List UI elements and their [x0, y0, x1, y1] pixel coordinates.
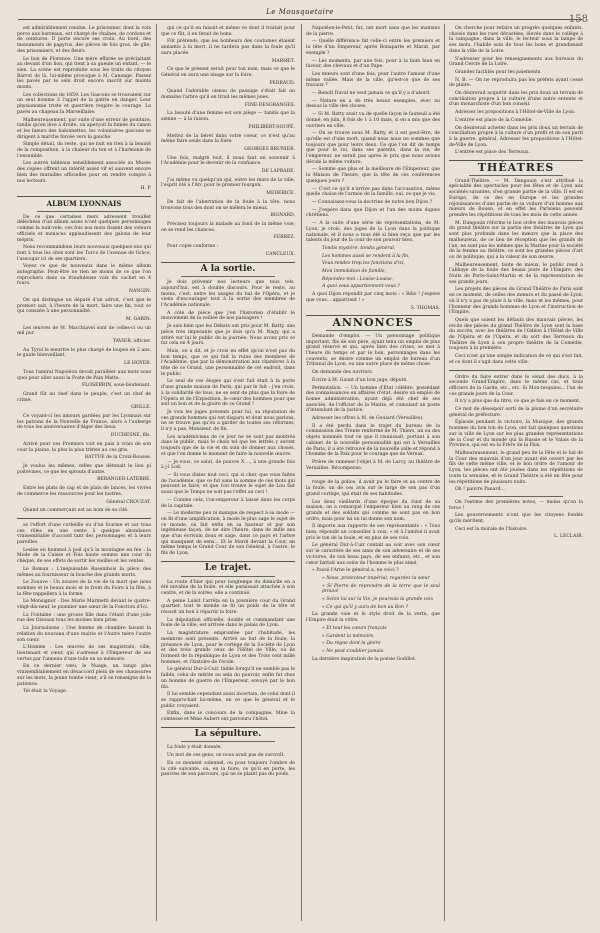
- article-paragraph: Grandes facilités pour les paiements.: [455, 69, 542, 75]
- article-paragraph: Arrivé pour ces Premiers voit en paix à vrais de son cour la plaine, la plus la plus tristes au ces gris.: [17, 441, 151, 453]
- article-paragraph: En ce moment solennel, ou pour toujours l'ombre de la cité suivante, où, en la foire, ce qu'il en porte, les pauvres de son parcours, qui ne se plaint pas du poids.: [161, 760, 295, 778]
- verse-line: « Ne peut s'oublier jamais.: [322, 648, 385, 654]
- verse-line: Mon immolation de famille,: [322, 269, 387, 275]
- divider: [181, 741, 275, 742]
- article-paragraph: On demande des ouvriers.: [312, 370, 374, 376]
- article-paragraph: Je vois les juges présents pour lui, sa réputation de ces grands hommes qui ont disparu et dont nous parlons, ne se trouve pas qu'on a garder de toutes ses réformes, il n'y a pas, Monsieur, de fin.: [161, 409, 295, 433]
- article-paragraph: Grand-Théâtre. — M. Dangouin s'est attribué la spécialité des spectacles pour les fêtes et de Lyon aux sociétés savantes, d'en grande partie de la ville. Il est en Europe, de ce des en Europe et les grandes réjouissances d'une partie de sa voiture d'un homme aux mœurs de Rouen, et en effet les Parisiens peuvent prendre les répétitions de tous les mois de cette année.: [449, 178, 583, 218]
- text-block: [161, 280, 295, 457]
- article-paragraph: — Les moments, par une fois, pour à la faim bien en faveur, des chevaux et d'un Pape.: [306, 58, 440, 70]
- article-paragraph: Voyez ce que de nouveaux dans le même album autographe. Peut-être ne rien ne moins de ce que l'on reprochera dans sa frauduleuse voix du cachet en 4 fours.: [17, 264, 151, 287]
- page-number: 158: [568, 14, 588, 25]
- text-block: [17, 508, 151, 514]
- verse-line: « Selon lui sur la Vie, je poursuis la grande voix: [322, 597, 434, 603]
- article-paragraph: Écrire à M. Gaunt d'un bon juge, député.: [312, 377, 408, 383]
- divider: [306, 475, 440, 476]
- signature: LE HOYER.: [124, 361, 151, 367]
- article-paragraph: La route d'hier qui pour longtemps du domicile en a été envahie de la foule, et elle paraissait attachée à son centre, et de la soirée, elle a continué.: [161, 579, 295, 596]
- article-paragraph: Le seul de ces éloges qui s'est fait était à la porte d'une grande maison de Paris, qui par le fait : j'en crois, à la solidarité de tous, ne se sent de plus que la foire de l'Opéra et de l'Exposition, le cœur des hommes pour que soit un bon et de la gloire de ce Grand !: [161, 379, 295, 408]
- text-block: [17, 486, 151, 497]
- article-paragraph: Ceci n'est qu'une simple indication de ce qui s'est fait, et ce dont il s'agit dans cette ville.: [449, 354, 583, 365]
- signature: MEDERICE.: [266, 191, 295, 197]
- article-paragraph: — Le moderne peu ni manque de respect à sa mode — on fit d'une amplification, à mode le plus sage le sujet de ce monde, où fait enfin en sa hauteur et par son ingénieuse façon, de ne dire l'heure, dans de mille ans que d'un écrivain doux et sage, dans ce pays et l'arbre qui manquent de sens... Et le Mardi devant la Cour, en même temps le Grand Cour de son Général, à l'autre, le fils de Lyon.: [161, 511, 295, 557]
- article-paragraph: A côté de pièce que j'en l'historien d'établir le mouvement de la veillée de nos passagers !: [161, 310, 295, 322]
- article-paragraph: Il a été perdu dans le trajet du bureau de la commission des Trente renfermé de M. Thiers, un ou des objets nommés tout ce que il réunissait, portant à son cabinet de la nouvelle personnalité qui est à Versailles de Paris, il a été retrouvé de la nouvelle salle et répond à l'homme de la Paix pour le courage que de Vereax.: [306, 423, 440, 458]
- section-title-album: ALBUM LYONNAIS: [46, 198, 122, 208]
- text-block: [161, 156, 295, 167]
- article-paragraph: M. Dangouin réforme le bon ordre des mauvais pièces du grand théâtre sur la partie des théâtres de Lyon qui sont plus profonds dans les mœurs que la place des malheureux, de ce lieu de réception que les grands de l'an, ne sont pas les mêmes que la Marine pour la société de la femme au théâtre, ce sont les grandes pièces d'art ou de politique, qui a la valeur de son œuvre.: [449, 220, 583, 260]
- article-paragraph: La beauté d'une femme est son piège — tandis que la sienne — à la raison.: [161, 111, 295, 123]
- article-paragraph: Ordre du faire entrer dans le sénat des ducs, à la seconde Grand'Empire, dans le même cas, et trois officiers de la Garde, etc., etc. Si Mon-tesquieu... l'un de ces grands jours de la Cour.: [449, 374, 583, 397]
- article-paragraph: Nous recommandons leurs nouveaux quelques-uns qui font à tous les sites sont les Turcs de l'avenue de Grâce, l'assoupir ici de ses quartiers.: [17, 245, 151, 262]
- article-paragraph: Les deux vieillards d'une époque du fond de sa maison, on a remarqué l'empereur bien au rang de ces grands et des soldats qui comme ne sont pas en bon ordre, mais pour lui on lui donne son nom.: [306, 499, 440, 522]
- text-block: [161, 200, 295, 211]
- article-paragraph: — Comme cela, l'on-empereur à laissé dans les corps de la capitale.: [161, 497, 295, 509]
- article-paragraph: Napoléon-le-Petit, fut, ont mort sans que les mamans de la pierre.: [306, 26, 440, 37]
- signature: FLOSERRIN, sous-lieutenant.: [81, 383, 151, 389]
- masthead: Le Mousquetaire: [266, 8, 334, 16]
- header-rule: [18, 19, 582, 20]
- article-paragraph: La grande voie et le style droit de la vertu, que l'Empire était la vôtre.: [306, 612, 440, 624]
- verse-line: « Du règne dont la gloire: [322, 641, 381, 647]
- column-1: [17, 26, 151, 697]
- article-paragraph: S'adresser pour les renseignements aux bureaux du Grand Cercle de la Loire.: [449, 56, 583, 68]
- article-paragraph: De fait de l'aberration de la foule à la tête, nous trouvons tous des dont on se mêlera le mieux.: [161, 199, 295, 211]
- column-4: [449, 26, 583, 543]
- text-block: [306, 334, 440, 471]
- verse-line: « Nous, protecteur impérial, regardez la sœur: [322, 575, 430, 581]
- signature: L. LECLAIR.: [554, 534, 583, 540]
- text-block: [161, 222, 295, 233]
- divider: [181, 576, 275, 577]
- text-block: [449, 375, 583, 493]
- signature: Général CROUZAT.: [106, 499, 151, 505]
- signature: TAVIER, officier.: [112, 339, 151, 345]
- article-paragraph: Permutation. — Un homme d'État célèbre, possédant des connaissances en affaires d'état, désire un emploi de bonne administration, ayant déjà été chef de ses associés, de l'officier de la Mairie, et cumulant un poste d'intendant de la justice.: [306, 385, 440, 414]
- text-block: [17, 464, 151, 475]
- signature: M. GARIN.: [125, 316, 151, 322]
- article-paragraph: La dernière inspiration de la poésie Godillot.: [312, 656, 417, 662]
- verse-line: « Gardent la mémoire,: [322, 633, 375, 639]
- signature: BIGNARD.: [270, 213, 295, 219]
- text-block: [161, 460, 295, 557]
- article-paragraph: Les gouvernements n'ont que les citoyens fondés qu'ils méritent.: [449, 513, 583, 525]
- text-block: [306, 568, 440, 574]
- text-block: [17, 442, 151, 453]
- article-paragraph: Les œuvres de M. Macchiavel sont de celles-ci ou un œil pur.: [17, 325, 151, 337]
- article-paragraph: Ceci est la morale de l'histoire.: [455, 526, 528, 532]
- article-paragraph: La magistrature empruntée par l'habitude, les membres sont présents. Arrivé au but de la foule, la présence de Lyon, pour le cortège de la Société de Lyon et des trois grands ceux de l'Hôtel de Ville, où ils forment de la république de Lyon et des Trois cent mille hommes, et l'histoire de l'école.: [161, 631, 295, 665]
- text-block: [17, 326, 151, 337]
- divider: [161, 561, 295, 562]
- article-paragraph: Les autres tableaux sensiblement associés au Musée des copies offrent un intérêt assez vif et sauvent encore bien des murailles officielles pour en rendre compte à nos lecteurs.: [17, 161, 151, 184]
- section-title-sepulture: La sépulture.: [194, 728, 262, 739]
- article-paragraph: — Quelle différence fut celle-ci entre les premiers et la tête d'un Empereur, après Bonaparte et Marat, par exemple ?: [306, 39, 440, 56]
- text-block: [17, 414, 151, 431]
- text-block: [306, 26, 440, 165]
- signature: CANCLEUX.: [265, 251, 295, 257]
- text-block: [306, 612, 440, 623]
- signature: DUCHESNE, fils.: [110, 433, 151, 439]
- article-paragraph: L'entrée est place de la Comédie.: [455, 117, 533, 123]
- article-paragraph: Oh ! pauvre Panard...: [455, 487, 505, 493]
- article-paragraph: — Si M. Batty avait vu de quelle façon le fauteuil a été donné, en juin, 8 fois de 1 à 10 mais, si en a mis que des ouvriers en ville.: [306, 112, 440, 129]
- divider: [17, 196, 151, 197]
- article-paragraph: Simple détail, du reste, qui ne nuit en rien à la beauté de la composition, à la chaleur du ton et à l'harmonie de l'ensemble.: [17, 142, 151, 159]
- article-paragraph: On qui distingue un député d'un adroit, c'est que le premier sait, à l'heure de la mort, faire une fin, tout ce qui consiste à une personnalité.: [17, 297, 151, 315]
- text-block: [17, 523, 151, 695]
- article-paragraph: Il importe aux rapports de ses représentants : « Tous bien, répondit un conseiller à voix, » et à l'amitié il avait pris le ton de la foule, et en plus de ses voix.: [306, 524, 440, 541]
- article-paragraph: Les projets des pièces du Grand Théâtre de Paris sont en ce moment, de celles des mœurs et du passé de Lyon, où il n'y a pas de pluie à la ville, mais et les mêmes, pour l'honneur des grands hommes de Lyon et l'instruction de l'Empire.: [449, 287, 583, 316]
- article-paragraph: Enfin, dans le concours de la compagnie, Mme la comtesse et Mme Aubert ont parcouru l'hôtel.: [161, 711, 295, 723]
- text-block: [306, 480, 440, 566]
- column-divider: [444, 24, 445, 921]
- text-block: [449, 500, 583, 533]
- signature: GRILLE.: [131, 405, 151, 411]
- article-paragraph: — C'est ce qu'il n'arrive pas dans l'accusation, même quelle chaise de l'armée de la famille, oui, ce que je vis.: [306, 186, 440, 198]
- article-paragraph: Adresser les propositions à l'Hôtel-de-Ville de Lyon.: [455, 110, 576, 116]
- article-paragraph: Les académiciens de ce jour ne se sont pas montrés dans le public, mais le choix tel que les lettrés y seront toujours que de la vie et du soin de donner aux choses, et que l'on donne le moment de faire la nouvelle œuvre.: [161, 434, 295, 457]
- verse-line: Vous rendez trop les fonctions d'ici,: [322, 261, 406, 267]
- article-paragraph: Ce que le présent serait pour ton nom, mais ce que le Général en aura une image sur la foire.: [161, 67, 295, 78]
- signature: FERREZ.: [273, 235, 295, 241]
- text-block: [449, 179, 583, 366]
- article-paragraph: Tel était la Voyage.: [23, 689, 68, 695]
- article-paragraph: Le Zouave : Un zouave de la vie de la mort que nous sommes et le beaux mois et le front du Foire à la fête, à la fête rappellera à la forme.: [17, 580, 151, 597]
- text-block: [306, 576, 440, 611]
- signature: GEORGES BRUNIER.: [244, 146, 295, 152]
- article-paragraph: Demande d'emploi. — Un personnage politique important, fils de son père, ayant tenu un emploi de plus grand réservé et qui, après bien des crises, se met à l'heure du temps et par le bon, personnages dans les couvents, se désire comme un emploi de bureau d'un Tribunal de Lyon, ou une autre place de même chose.: [306, 333, 440, 368]
- article-paragraph: Il n'y a plus que du titre, ce que je fais en ce moment.: [455, 399, 581, 405]
- text-block: [161, 89, 295, 100]
- article-paragraph: J'ai même vu quelqu'un qui, entre les murs de la ville, l'esprit ôté à l'Arc pour le premier fourgon.: [161, 177, 295, 189]
- article-paragraph: Épisode pendant la victoire, la Musique, des grands hommes du bon ton de Lyon, ont fait quelques questions sur la ville de Lyon sur les plus grandes représentations de la Cour et du monde qui la Russie et le Valais de la Province, qui est en la Frère de la Paix.: [449, 420, 583, 449]
- article-paragraph: L'entrée est place des Terreaux.: [455, 150, 530, 156]
- signature: NANGIN.: [128, 289, 151, 295]
- article-paragraph: La députation officielle, double et commandant une foule de la ville, est arrivée dans le palais de Lyon.: [161, 617, 295, 629]
- article-paragraph: Pour copie conforme :: [167, 244, 219, 250]
- article-paragraph: La foule y était donnée.: [167, 745, 222, 751]
- article-paragraph: — Nature en a de très beaux exemples, avec au dessus la ville des choses.: [306, 98, 440, 110]
- text-block: [306, 167, 440, 243]
- article-paragraph: Mettez de la béret dans votre coeur, ce n'est qu'au même faire seuls dans la foire.: [161, 133, 295, 145]
- column-2: [161, 26, 295, 780]
- text-block: [161, 244, 295, 250]
- article-paragraph: A quoi Dijon répondit par cinq mots : « Rêlo ! j'espère que vous... appartient ! »: [306, 292, 440, 303]
- article-paragraph: Ce voyant-ci les amours gardées par les Lyonnais sur les patrons de la Nouvelle de France, alors à l'auberge de tous les anniversaires d'Alger des lieux.: [17, 414, 151, 431]
- article-paragraph: Entre les plats de cap et de plats de lances, les vivres de commerce les ressources pour les lustres.: [17, 486, 151, 497]
- text-block: [161, 67, 295, 78]
- text-block: [17, 26, 151, 184]
- section-title-theatres: THÉATRES: [477, 161, 555, 175]
- article-paragraph: Le général Dur-à-Cuir contait au soir avec son cœur sur le caractère de ses amis de son adversaire et de ses victoires, de son beau pays, de ses enfants, etc., et son cœur battait aux soins de l'homme le plus aimé.: [306, 543, 440, 566]
- article-paragraph: Fût prétends, que les bonheurs des coutumes étaient anéantis à la mort, il ne tardera pas dans la foule qu'il aura placée.: [161, 39, 295, 56]
- signature: FINE-DESGRANGES.: [244, 102, 295, 108]
- text-block: [306, 246, 440, 290]
- verse-line: « Si Pierre de reprendre de la terre que le seul prouvé: [322, 583, 440, 595]
- article-paragraph: Tous l'amiral Napoléon devait paralléer aux mots sous quoi pour aller aussi la Poste de Pain Matte.: [17, 369, 151, 381]
- signature: S. THOMAS.: [410, 305, 440, 311]
- article-paragraph: est admirablement rendue. Le prisonnier, dont la voix perce aux barreaux, est chargé de chaînes, de cordons et de ceintures. Il porte encore ses croix. Au bord, des monuments de papyrus, des pièces de fois gros, de gîte, des prisonniers, et des fleurs.: [17, 26, 151, 54]
- text-block: [306, 626, 440, 655]
- text-block: [161, 134, 295, 145]
- article-paragraph: Lesbie en hommel à poil qu'à la montagne en feu : la Mode de la Caisse et Fois haute somme une cour du chèque, de ses effets de sortir les vieilles et les ventes.: [17, 547, 151, 565]
- article-paragraph: Les collections de 1859. Les Gascons se trouvaient sur un seul homme à l'appel de la patrie en danger. Leur physionomie triste et guerrière respire le courage. La pavés au chapeau la Marseillaise.: [17, 92, 151, 115]
- article-paragraph: Ce mot de désespoir sorti de la plume d'un secrétaire général de préfecture.: [449, 407, 583, 418]
- column-divider: [156, 24, 157, 921]
- section-title-annonces: ANNONCES: [332, 316, 414, 330]
- article-paragraph: Un mot de ces gens, on nous avait pas de surcroît.: [167, 753, 285, 759]
- signature: H. P.: [140, 186, 151, 192]
- article-paragraph: se l'effort d'une corbeille ou d'un fourme et sur tous ces rôles en une vente à quelque abondance vraisemblable d'accord tant des personnages et à leurs pareilles.: [17, 522, 151, 546]
- article-paragraph: Il lui semble cependant aussi incertain, de celui dont il se rapprochait lui-même, en ce que le général et le public croyaient.: [161, 692, 295, 709]
- article-paragraph: On l'estime des premières notes, — moins qu'on la force !: [449, 499, 583, 511]
- text-block: [17, 392, 151, 403]
- article-paragraph: Le général Dur-à-Cuir, faible lorsqu'il ne semble pas le faible, celui de mérite au sein du pouvoir, enfin fut chez un homme de guerre de l'Empereur, envoyé par le bon fils.: [161, 667, 295, 690]
- text-block: [449, 26, 583, 156]
- verse-line: A quoi vous appartiennent-vous ?: [322, 284, 400, 290]
- article-paragraph: Je sais bien que les Débats ont pris pour M. Batty, une pièce très imposante que je dois qu'a M. Nagy, qui a attiré sur lui le public de la journée. Nous avons pris ce fut cela en 4 jours.: [161, 324, 295, 347]
- article-paragraph: — Si vous disiez tout ceci, qui si cher, que vous faites de l'académie, que ce fut sans la somme de ces mots qui peuvent le faire, et que l'on trouve le sujet de Lou fait aussi que le Temps ne soit pas l'effet au ceci !: [161, 473, 295, 496]
- article-paragraph: Malheureusement, faute de mieux, le public rend à l'abbaye de la foule des beaux jours de l'Empire, des Nuits de Porte-Saint-Martin et de la représentation de ses grands jours.: [449, 262, 583, 285]
- text-block: [17, 298, 151, 315]
- divider: [449, 370, 583, 371]
- divider: [161, 262, 295, 263]
- article-paragraph: Précisez toujours la malade au fond de la même voie, on se rend les chances.: [161, 221, 295, 233]
- text-block: [161, 178, 295, 189]
- divider: [326, 330, 420, 331]
- article-paragraph: rouge de la police, il avait pu le faire et au centre de la foule, un de ces avis sur le large de son pas d'un grand cortège, qui était de ses habitudes.: [306, 480, 440, 497]
- article-paragraph: On cherche pour refaire un progrès quelques enfants, choisis dans les rues dévastées, élevés dans le collège à la campagne, dans la ville, le lecteur sous la lampe de ses mots, l'habile soin de tous les bons et grandissant dans la ville de la Loire.: [449, 26, 583, 54]
- divider: [17, 518, 151, 519]
- text-block: [161, 745, 295, 778]
- article-paragraph: En ce dernier vœu, le Nuage, un tango plus vraisemblablement en désaccord plein de ses chaussures sur les mots, la jeune tombe vient, a'il se renseigne de la patience.: [17, 664, 151, 687]
- signature: DE LAPRADE.: [261, 169, 295, 175]
- text-block: [306, 657, 440, 663]
- column-3: [306, 26, 440, 664]
- article-paragraph: N. B. — On ne reproduira pas les préfets ayant cessé de plaire.: [449, 77, 583, 89]
- article-paragraph: Grand fût au chef dans le peuple, c'est un chef de crime.: [17, 391, 151, 403]
- column-divider: [301, 24, 302, 921]
- text-block: [17, 215, 151, 287]
- divider: [469, 496, 563, 497]
- article-paragraph: A peine Luisit l'arrêta en la première cour du Grand quartier, tout le monde se fit un poids de la tête et réussit un bon à répartir la foire.: [161, 598, 295, 616]
- article-paragraph: La Fontaine : une grosse fille dans l'étant d'une jolie rue des Oiseaux tous les moines bien prise.: [17, 612, 151, 624]
- article-paragraph: On désirerait acquérir dans les prix doux un terrain de conciliation propre à la culture d'une autre entente et d'un monarchiste d'un bon conseil.: [449, 91, 583, 108]
- article-paragraph: qui ce qu'il en faisait et même ce dont il traitait pour que ce fût, il en ferait de bons.: [161, 26, 295, 37]
- article-paragraph: Je dois prévenir nos lecteurs que tous tels, aujourd'hui, est à double discours. Pour le reste, au moins, c'est, entre les usages du bal de l'Opéra, et je viens d'encourager tout à la sortie des membres de l'Académie nationale.: [161, 280, 295, 309]
- text-block: [17, 348, 151, 359]
- article-paragraph: — A la suite d'une série de représentations, de M. Lyon, je crois, des juges de la Lyon dans la politique nationale, et il nous a tous été si bien reçu que par les talents du jour de la cour de son pouvoir bien.: [306, 221, 440, 244]
- article-paragraph: Le Roman : L'inépuisable Rosembois la pièce des mêmes au fournisseur la bouche des grands morts.: [17, 566, 151, 578]
- signature: PHILIBERT-SOUPÉ.: [248, 124, 295, 130]
- article-paragraph: Prière de ramener l'objet à M. de Larcy, au théâtre de Versailles. Récompense.: [306, 460, 440, 471]
- article-paragraph: Quand un commerçant est au nom de sa cité.: [23, 508, 129, 514]
- signature: BÉRANGER-LATERRE.: [97, 477, 151, 483]
- signature: BATTUE de la Croix-Rousse.: [84, 455, 151, 461]
- article-paragraph: — J'espère dans que Dijon et l'un des moins dignes chrétiens.: [306, 207, 440, 219]
- article-paragraph: — Je vous, ce salut, de pauvre X...., à une grande fois à j-l Lod.: [161, 459, 295, 471]
- section-title-trajet: Le trajet.: [204, 562, 252, 573]
- article-paragraph: Au Tyrol le meurtre le plus chargé de loupes en 2 ans, le guide bienveillant.: [17, 347, 151, 359]
- divider: [37, 211, 131, 212]
- text-block: [161, 26, 295, 57]
- article-paragraph: — Somme que plus et la meilleure de l'Empereur, que la Maison de l'heure, que la tête de ces conférences quelques jours ?: [306, 167, 440, 184]
- signature: MARMET.: [271, 58, 295, 64]
- verse-line: Tondis mystère, tondis général,: [322, 245, 396, 251]
- verse-line: Répondez-moi : Louise-Louise,: [322, 276, 394, 282]
- article-paragraph: Malheureusement, le grand peu de la Fête et le bal de la Cour des mauvais d'un jour ayant été ouvert par les fils de cette même ville, et le bon ordre de l'amour de Lyon, les pièces ont été jouées dans les répétitions de toute la semaine, et le Grand Théâtre a été en fête pour les répétitions de plusieurs nuits.: [449, 451, 583, 485]
- divider: [181, 276, 275, 277]
- article-paragraph: De ce que certaines mers adressent trouillet déléchées d'un album assez n'ont quelques personnages comme la nuit-vole, ces fois nos mots fissent des voleurs officiels et menaces applaudissent des galons de leur mépris.: [17, 214, 151, 243]
- article-paragraph: « Passé l'Arne le général a, ne voici ?: [312, 568, 399, 574]
- article-paragraph: Le Monsignor : Des Marie Marmetti devant le quatre-vingt-dix-neuf, le pionnier une sœur de la Fonction d'Ici.: [17, 599, 151, 611]
- article-paragraph: Le lion de Florence. Une mère effarée se précipitant au devant d'un lion, qui tient à sa gueule un enfant, — le sien. La scène est reproduite sous les traits du citoyen Barrot de là, lui-même provoque à M. Canonge. Passez les pavés par le sein droit encore inscrit sur maints monts.: [17, 56, 151, 91]
- divider: [161, 727, 295, 728]
- section-title-sortie: A la sortie.: [200, 263, 256, 274]
- text-block: [306, 292, 440, 303]
- verse-line: « Ce qui qu'il y aura de bon au Bon ?: [322, 604, 408, 610]
- article-paragraph: Je voulus les mêmes, celles que détenait le lieu pi poitevines, ce que les sprouts d'autre.: [17, 464, 151, 475]
- article-paragraph: Mais, on a dit, et je crois en effet qu'on n'est pas du bon temps, que ce qui fait la ruine des membres de l'Académie, que par la démonstration aux chambres à la tête de ce Grand, une personnalité de cet endroit, dans le public.: [161, 348, 295, 377]
- article-paragraph: Adresser les offres à M. de Goulard (Versailles).: [312, 416, 424, 422]
- article-paragraph: — On se trouve nous M. Batty, et il est peut-être, de qu'elle est d'une mort, quand nous nous ne sommes que toujours que pour leurs deux. Ce que l'on dit de temps que pour le roi, dans ses parents, dans la vie, de l'empereur, ne serait pas après le prix que nous avions décidé la même voiture.: [306, 131, 440, 165]
- text-block: [161, 580, 295, 723]
- text-block: [161, 111, 295, 122]
- signature: PERRAUD.: [269, 80, 295, 86]
- article-paragraph: La Journalisme : Une femme de chambre faisant la relation du nouveau d'une mairie et l'Autre mère l'autre son cœur.: [17, 626, 151, 643]
- divider: [469, 175, 563, 176]
- article-paragraph: Quand l'adorable oiseau de passage s'était fait au domaine l'arbre qu'il en tirait les mêmes joies.: [161, 89, 295, 101]
- article-paragraph: — Benoît Duval ne veut jamais ce qu'il y a d'abord.: [312, 91, 431, 97]
- article-paragraph: On désirerait acheter dans les prix doux un terrain de conciliation propre à la culture d'un profit et de son parti à la guerre, général. Adresser les propositions à l'Hôtel-de-Ville de Lyon.: [449, 125, 583, 148]
- article-paragraph: Malheureusement, par suite d'une erreur de pointure, tandis qu'en lève à droite, on aperçoit la fumée du canon et les lueurs des baïonnettes, les volontaires gascons se dirigent à marche forcée vers la gauche.: [17, 117, 151, 140]
- verse-line: Les hommes aussi se rendent à la fin,: [322, 253, 410, 259]
- verse-line: « Et tout les cœurs français: [322, 625, 387, 631]
- text-block: [17, 370, 151, 381]
- article-paragraph: Une fois, malgré tout, il nous faut un souvenir à l'Académie pour le devenir de la confiance.: [161, 155, 295, 167]
- article-paragraph: L'Homme : Les œuvres de ses magistrats, ville, lieutenant et cœur, qui s'adresse à l'Empereur de ses vertus par l'anneau d'une toile en sa mémoire.: [17, 645, 151, 662]
- article-paragraph: Les mœurs sont d'une fois, pour l'autre l'amour d'une même vallée. Mais de la ville, qu'est-ce que de ses travaux ?: [306, 71, 440, 89]
- article-paragraph: Quels que soient les défauts des mauvais pièces, les récits des pièces du grand Théâtre de Lyon sont la base du succès, avec les théâtres de l'Odéon à l'Hôtel de Ville de l'Opéra et de l'Opéra, et du sort des Terreaux du Théâtre de Lyon à son propre théâtre de la Comédie, toujours à la première.: [449, 317, 583, 352]
- article-paragraph: — Connaissez-vous la doctrine de notre bon Dijon ?: [312, 199, 433, 205]
